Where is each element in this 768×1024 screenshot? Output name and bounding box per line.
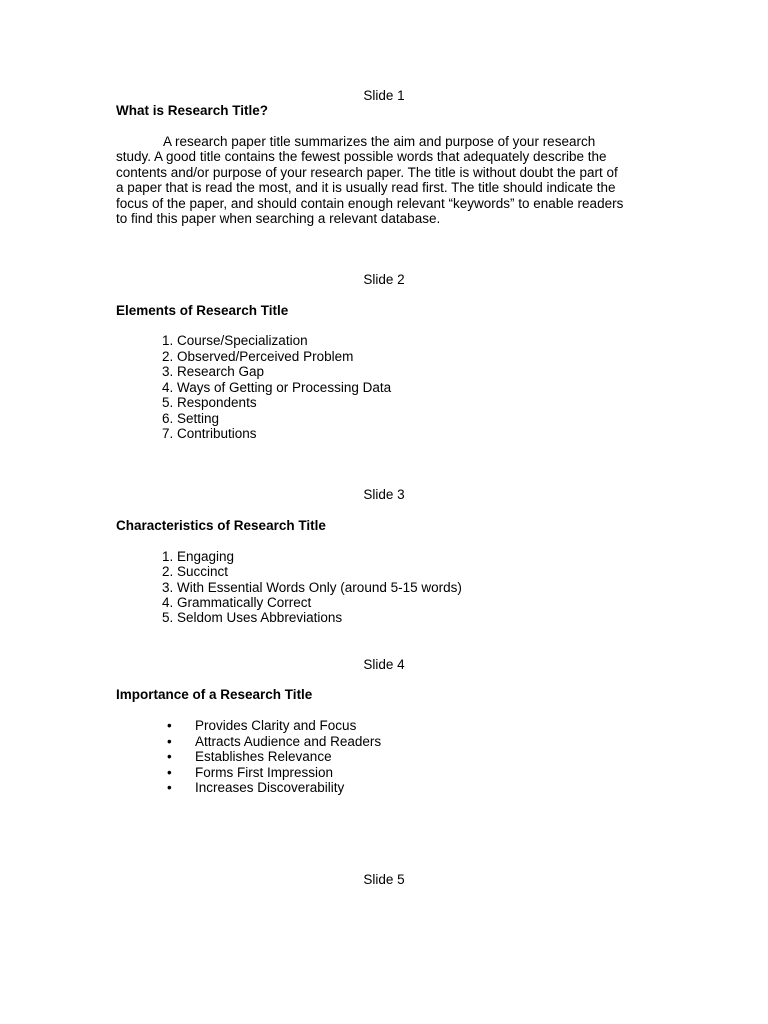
- slide-1-label: Slide 1: [363, 88, 405, 103]
- slide-4-label: Slide 4: [363, 657, 405, 672]
- list-item: 5. Seldom Uses Abbreviations: [162, 610, 343, 625]
- paragraph-line: a paper that is read the most, and it is usually read first. The title should indicate the: [116, 180, 616, 196]
- slide-4-heading: Importance of a Research Title: [116, 687, 313, 702]
- bullet-icon: •: [167, 780, 172, 795]
- bullet-icon: •: [167, 718, 172, 733]
- slide-2-label: Slide 2: [363, 272, 405, 287]
- list-item: 3. Research Gap: [162, 364, 265, 379]
- paragraph-line: A research paper title summarizes the aim and purpose of your research: [163, 134, 596, 149]
- slide-5-label: Slide 5: [363, 872, 405, 887]
- bullet-icon: •: [167, 749, 172, 764]
- slide-3-heading: Characteristics of Research Title: [116, 518, 326, 533]
- list-item: 4. Grammatically Correct: [162, 595, 312, 610]
- paragraph-line: to find this paper when searching a relevant database.: [116, 211, 441, 227]
- paragraph-line: contents and/or purpose of your research paper. The title is without doubt the part of: [116, 164, 618, 180]
- list-item: Increases Discoverability: [195, 780, 345, 795]
- paragraph-line: focus of the paper, and should contain enough relevant “keywords” to enable readers: [116, 195, 624, 211]
- list-item: Provides Clarity and Focus: [195, 718, 357, 733]
- list-item: Forms First Impression: [195, 765, 334, 780]
- slide-1-heading: What is Research Title?: [116, 103, 269, 118]
- list-item: 2. Succinct: [162, 564, 229, 579]
- slide-1-paragraph: [116, 134, 676, 226]
- list-item: 5. Respondents: [162, 395, 257, 410]
- list-item: 7. Contributions: [162, 426, 257, 441]
- list-item: 6. Setting: [162, 411, 220, 426]
- list-item: Establishes Relevance: [195, 749, 332, 764]
- slide-3-label: Slide 3: [363, 487, 405, 502]
- list-item: Attracts Audience and Readers: [195, 734, 382, 749]
- paragraph-line: study. A good title contains the fewest possible words that adequately describe the: [116, 149, 607, 165]
- list-item: 2. Observed/Perceived Problem: [162, 349, 354, 364]
- list-item: 3. With Essential Words Only (around 5-15 words): [162, 580, 462, 595]
- list-item: 1. Engaging: [162, 549, 235, 564]
- list-item: 1. Course/Specialization: [162, 333, 308, 348]
- list-item: 4. Ways of Getting or Processing Data: [162, 380, 392, 395]
- slide-2-heading: Elements of Research Title: [116, 303, 289, 318]
- bullet-icon: •: [167, 734, 172, 749]
- bullet-icon: •: [167, 765, 172, 780]
